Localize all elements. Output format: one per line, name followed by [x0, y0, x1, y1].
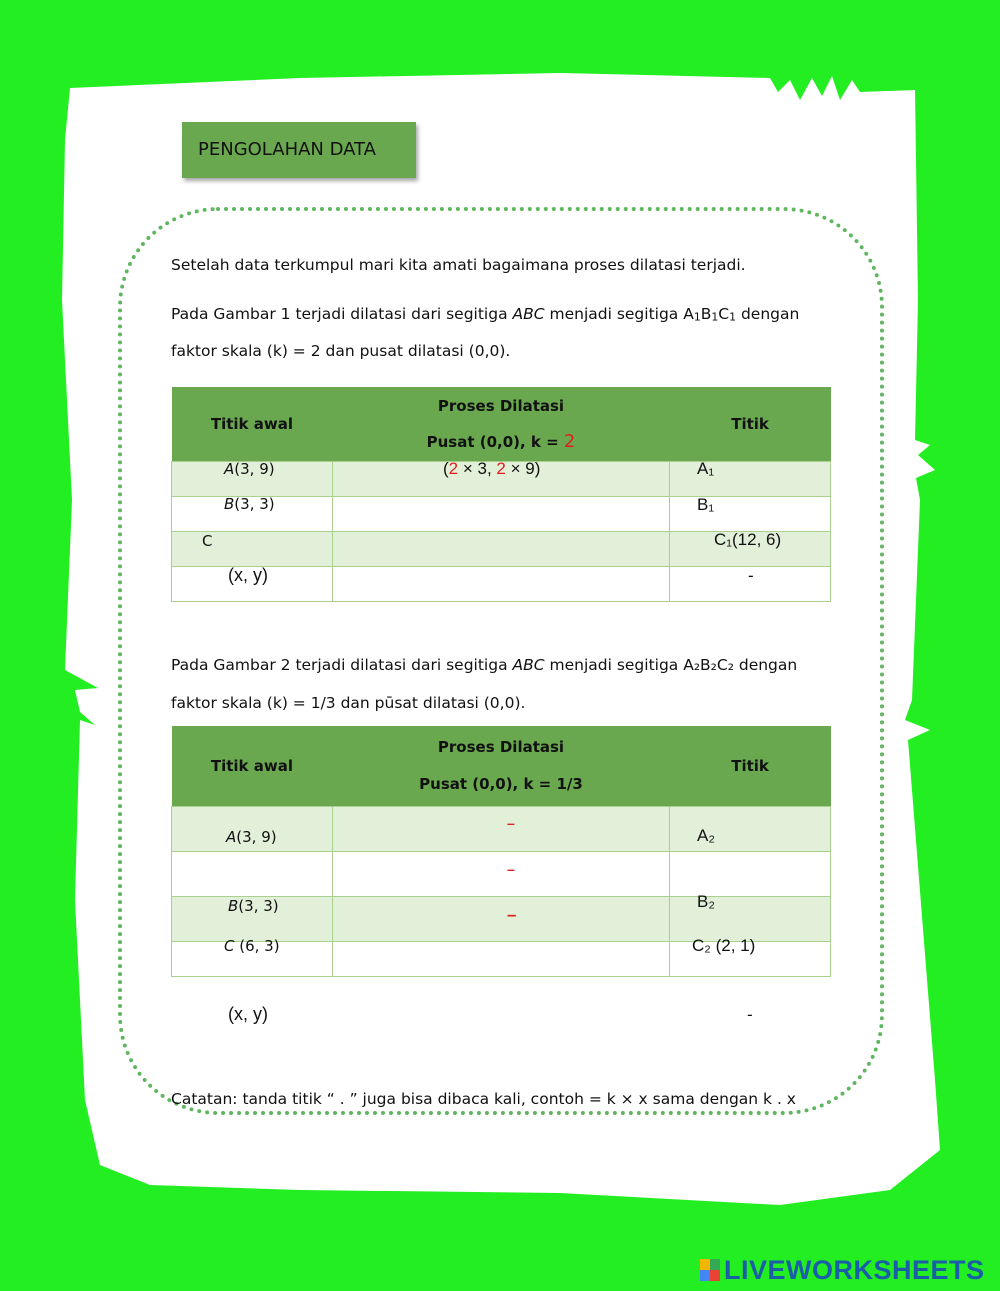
t2-header-proses [332, 726, 669, 806]
t2-r1-dash: – [507, 815, 515, 831]
t1-r1-end: × 9) [505, 459, 541, 478]
t1-r1-mid: × 3, [458, 459, 497, 478]
t1-header-proses-l1: Proses Dilatasi [437, 397, 565, 415]
fig2-line1 [171, 656, 797, 674]
t1-r2-col1: B(3, 3) [224, 495, 275, 513]
fig1-line1-c: dengan [736, 305, 800, 323]
t1-r1-col2: (2 × 3, 2 × 9) [443, 459, 541, 478]
t2-r3-col3: B₂ [697, 892, 715, 911]
t2-header-titik-awal: Titik awal [172, 726, 333, 806]
fig1-line1-a: Pada Gambar 1 terjadi dilatasi dari segitiga [171, 305, 513, 323]
t2-xy-col1: (x, y) [228, 1004, 268, 1024]
fig2-line2: faktor skala (k) = 1/3 dan pūsat dilatasi (0,0). [171, 694, 526, 712]
table-row [172, 567, 831, 602]
t2-r2-dash: – [507, 861, 515, 877]
liveworksheets-logo-icon [700, 1259, 720, 1281]
t1-r1-k2: 2 [496, 459, 506, 478]
t2-xy-col3: - [747, 1005, 753, 1024]
t1-header-titik-awal: Titik awal [172, 387, 333, 462]
t1-r1-col1: A(3, 9) [224, 460, 275, 478]
fig1-abc: ABC [512, 305, 545, 323]
fig2-line1-b: menjadi segitiga A₂B₂C₂ dengan [544, 656, 798, 674]
t2-header-titik: Titik [670, 726, 831, 806]
t1-header-k: 2 [563, 431, 576, 452]
fig1-line1-b: menjadi segitiga A [544, 305, 694, 323]
t1-r1-col3: A₁ [697, 459, 715, 478]
fig1-line1: Pada Gambar 1 terjadi dilatasi dari segitiga ABC menjadi segitiga $A_1B_1C_1$ dengan [171, 305, 800, 324]
t2-r4-col1: C (6, 3) [224, 937, 280, 955]
table-row [172, 851, 831, 896]
fig2-abc: ABC [512, 656, 545, 674]
t2-r1-col1: A(3, 9) [226, 828, 277, 846]
fig1-line2: faktor skala (k) = 2 dan pusat dilatasi (0,0). [171, 342, 511, 360]
t2-r4-col3: C₂ (2, 1) [692, 936, 756, 955]
liveworksheets-logo[interactable]: LIVEWORKSHEETS [724, 1255, 985, 1285]
t1-r4-col1: (x, y) [228, 565, 268, 585]
t1-r3-col1: C [202, 532, 213, 550]
section-title: PENGOLAHAN DATA [182, 122, 416, 178]
t1-r1-k1: 2 [448, 459, 459, 478]
t2-header-proses-l1: Proses Dilatasi [437, 737, 565, 756]
t1-header-pusat: Pusat (0,0), k = [426, 433, 564, 451]
t2-r3-col1: B(3, 3) [228, 897, 279, 915]
t1-header-proses-l2 [333, 424, 668, 460]
t1-r4-col3: - [748, 566, 754, 585]
t2-header-proses-l2: Pusat (0,0), k = 1/3 [419, 774, 583, 793]
t1-r2-col3: B₁ [697, 495, 715, 514]
t2-r3-dash: – [507, 905, 517, 924]
fig2-line1-a: Pada Gambar 2 terjadi dilatasi dari segitiga [171, 656, 513, 674]
t1-r3-col3: C₁(12, 6) [714, 530, 782, 549]
intro-text: Setelah data terkumpul mari kita amati bagaimana proses dilatasi terjadi. [171, 256, 746, 274]
note-text: Catatan: tanda titik “ . ” juga bisa dibaca kali, contoh = k × x sama dengan k . x [171, 1090, 796, 1108]
t2-r1-col3: A₂ [697, 826, 715, 845]
t1-header-titik: Titik [670, 387, 831, 462]
t1-header-proses [332, 387, 669, 462]
